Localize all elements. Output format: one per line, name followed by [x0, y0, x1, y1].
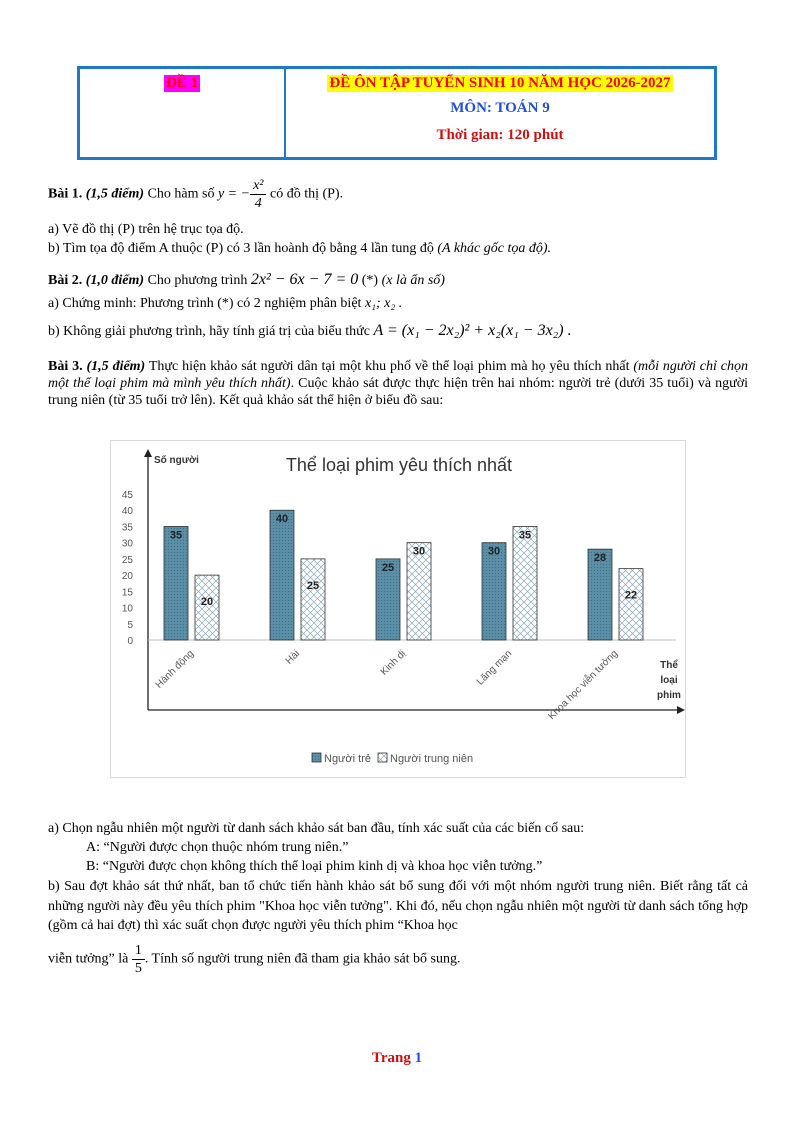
bai2-a-vars: x₁; x₂ .	[364, 296, 403, 311]
chart-xlabel-line: loại	[660, 675, 678, 686]
bai2-a-line	[48, 295, 748, 312]
chart-xlabel-line: Thể	[660, 660, 678, 671]
y-tick-label: 0	[127, 636, 133, 647]
bai3-qb-frac-num: 1	[132, 942, 145, 960]
y-tick-label: 35	[121, 522, 133, 534]
bai2-points: (1,0 điểm)	[85, 273, 145, 288]
y-tick-label: 25	[121, 554, 133, 566]
y-tick-label: 10	[121, 603, 133, 615]
bai1-intro: Cho hàm số	[147, 186, 215, 202]
bai1-func-num: x²	[250, 177, 266, 195]
x-category-label: Khoa học viễn tưởng	[546, 648, 621, 723]
page-word: Trang	[371, 1050, 411, 1066]
chart-title: Thể loại phim yêu thích nhất	[285, 455, 513, 475]
bai3-qa-A: A: “Người được chọn thuộc nhóm trung niên.”	[86, 840, 349, 855]
bai2-a: a) Chứng minh: Phương trình (*) có 2 nghiệm phân biệt	[48, 296, 362, 311]
bar-value-label: 22	[624, 589, 638, 602]
bai1-b-line	[48, 240, 748, 257]
exam-code: ĐỀ 1	[165, 75, 199, 91]
exam-subject: MÔN: TOÁN 9	[450, 100, 550, 116]
bai3-rest: . Cuộc khảo sát được thực hiện trên hai nhóm: người trẻ (dưới 35 tuổi) và người trung niên (từ 35 tuổi trở lên). Kết quả khảo sát thể hiện ở biểu đồ sau:	[48, 376, 748, 408]
exam-time: Thời gian: 120 phút	[436, 127, 564, 143]
bai2-intro: Cho phương trình	[147, 273, 248, 288]
bai3-qb-fraction	[132, 942, 145, 977]
legend-label: Người trung niên	[390, 753, 474, 765]
bar	[619, 569, 643, 640]
bar-value-label: 35	[518, 529, 532, 542]
exam-title: ĐỀ ÔN TẬP TUYỂN SINH 10 NĂM HỌC 2026-2027	[329, 75, 671, 91]
x-axis-arrow	[677, 706, 685, 714]
exam-title-cell	[286, 69, 714, 157]
bai2-equation: 2x² − 6x − 7 = 0	[250, 271, 359, 288]
x-category-label: Hài	[283, 648, 303, 667]
bar-value-label: 30	[487, 545, 501, 558]
bar	[164, 526, 188, 640]
bar-value-label: 28	[593, 552, 607, 565]
legend-swatch	[312, 753, 321, 762]
bai1-a: a) Vẽ đồ thị (P) trên hệ trục tọa độ.	[48, 222, 244, 237]
bai1-func-fraction	[250, 177, 266, 212]
bai3-points: (1,5 điểm)	[86, 359, 146, 374]
bai1-b: b) Tìm tọa độ điểm A thuộc (P) có 3 lần hoành độ bằng 4 lần tung độ	[48, 241, 434, 256]
bar-chart	[110, 440, 686, 778]
bai1-b-note: (A khác gốc tọa độ).	[437, 241, 552, 256]
bar	[270, 510, 294, 640]
bai3-qb: b) Sau đợt khảo sát thứ nhất, ban tổ chức tiến hành khảo sát bổ sung đối với một nhóm người trung niên. Biết rằng tất cả những người này đều yêu thích phim "Khoa học viễn tưởng". Khi đó, nếu chọn ngẫu nhiên một người từ danh sách tổng hợp (gồm cả hai đợt) thì xác suất chọn được người yêu thích phim “Khoa học	[48, 879, 748, 933]
bai3-qb-end2: . Tính số người trung niên đã tham gia khảo sát bổ sung.	[144, 951, 461, 967]
bar-value-label: 40	[275, 513, 289, 526]
bai2-b-expr: A = (x₁ − 2x₂)² + x₂(x₁ − 3x₂) .	[373, 322, 572, 339]
bai3-qb-end1: viễn tưởng” là	[48, 951, 129, 967]
y-tick-label: 40	[121, 506, 133, 518]
bai1-func-den: 4	[254, 196, 262, 211]
bar-value-label: 25	[306, 579, 320, 592]
bai3-label: Bài 3.	[48, 359, 83, 374]
bar-chart-svg	[111, 441, 687, 779]
bar-value-label: 25	[381, 561, 395, 574]
x-category-label: Kinh dị	[378, 648, 409, 678]
bar-value-label: 35	[169, 529, 183, 542]
x-category-label: Hành động	[153, 648, 197, 691]
bai3-qb-end-line	[48, 942, 748, 977]
legend-label: Người trẻ	[324, 753, 371, 765]
bai1-points: (1,5 điểm)	[85, 186, 145, 202]
exam-code-cell	[80, 69, 286, 157]
bai3-intro: Thực hiện khảo sát người dân tại một khu phố về thể loại phim mà họ yêu thích nhất	[148, 359, 630, 374]
y-tick-label: 20	[121, 571, 133, 583]
bar-value-label: 30	[412, 545, 426, 558]
x-category-label: Lãng mạn	[474, 648, 515, 688]
chart-xlabel-line: phim	[657, 690, 681, 701]
bar	[513, 526, 537, 640]
y-tick-label: 45	[121, 490, 133, 501]
bar-value-label: 20	[200, 596, 214, 609]
page-number	[0, 1050, 794, 1067]
bai1-heading	[48, 177, 748, 212]
chart-ylabel: Số người	[154, 455, 199, 466]
exam-header-box	[77, 66, 717, 160]
bai2-b-line	[48, 322, 748, 340]
bai3-qa: a) Chọn ngẫu nhiên một người từ danh sách khảo sát ban đầu, tính xác suất của các biến cố sau:	[48, 821, 585, 836]
bai2-b: b) Không giải phương trình, hãy tính giá trị của biểu thức	[48, 324, 370, 339]
y-tick-label: 30	[121, 538, 133, 550]
y-tick-label: 15	[121, 587, 133, 599]
y-axis-arrow	[144, 449, 152, 457]
page-no: 1	[414, 1050, 423, 1066]
bai1-tail: có đồ thị (P).	[269, 186, 344, 202]
bai3-note: (mỗi người chỉ chọn một thể loại phim mà mình yêu thích nhất)	[48, 359, 749, 391]
bar	[301, 559, 325, 640]
legend-swatch	[378, 753, 387, 762]
bai2-eq-tag: (*)	[361, 273, 379, 288]
bai3-intro-paragraph	[48, 358, 748, 409]
bai2-label: Bài 2.	[48, 273, 83, 288]
y-tick-label: 5	[127, 619, 133, 631]
bai2-eq-note: (x là ẩn số)	[381, 273, 445, 288]
bai1-label: Bài 1.	[48, 186, 83, 202]
bai1-func-lhs: y = −	[217, 186, 251, 202]
bai2-heading	[48, 271, 748, 289]
bai3-qb-frac-den: 5	[134, 961, 142, 976]
bai3-qa-B: B: “Người được chọn không thích thể loại phim kinh dị và khoa học viễn tưởng.”	[86, 859, 543, 874]
